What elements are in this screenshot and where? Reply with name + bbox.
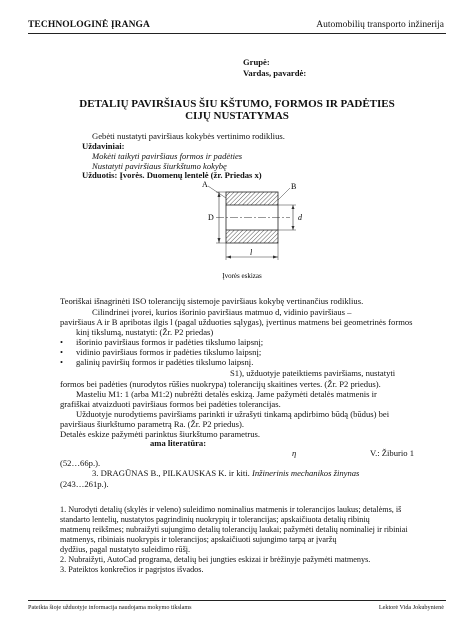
body-p5b: paviršiaus šiurkštumo parametrą Ra. (Žr. P2 priedus). <box>60 419 245 429</box>
bushing-top-wall <box>226 192 278 205</box>
bullet-text-1: išorinio paviršiaus formos ir padėties tikslumo laipsnį; <box>76 337 264 347</box>
step-1-line-b: standarto lentelių, nustatytos pagrindinių nuokrypių ir tolerancijas; apskaičiuota detalių ribinių <box>60 515 370 524</box>
task-item-2: Nustatyti paviršiaus šiurkštumo kokybę <box>92 161 227 171</box>
dim-l-label: l <box>250 248 253 257</box>
body-p3b: formos bei padėties (nurodytos rūšies nuokrypa) tolerancijų skaitines vertes. (Žr. P2 priedus). <box>60 379 381 389</box>
header-rule <box>28 33 446 34</box>
group-label: Grupė: <box>243 57 270 67</box>
literature-eta: η <box>292 448 297 458</box>
literature-3-author: 3. DRAGŪNAS B., PILKAUSKAS K. ir kiti. <box>92 468 250 478</box>
task-item-1: Mokėti taikyti paviršiaus formos ir padėties <box>92 151 243 161</box>
body-p2b: paviršiaus A ir B apribotas ilgis l (pagal užduoties sąlygas), įvertinus matmens bei geometrinės formos <box>60 317 413 327</box>
step-1-line-d: matmenys, ribiniais nuokrypis ir tolerancijos; apskaičiuoti sujungimo tarpą ar įvaržų <box>60 535 337 544</box>
body-p6: Detalės eskize pažymėti parinktus šiurkštumo parametrus. <box>60 429 260 439</box>
bullet-text-2: vidinio paviršiaus formos ir padėties tikslumo laipsnį; <box>76 347 262 357</box>
header-right-title: Automobilių transporto inžinerija <box>316 20 444 30</box>
tasks-heading: Uždaviniai: <box>82 141 125 151</box>
body-p1: Teoriškai išnagrinėti ISO tolerancijų sistemoje paviršiaus kokybę vertinančius rodiklius. <box>60 296 364 306</box>
doc-title-line2: CIJŲ NUSTATYMAS <box>185 110 289 122</box>
footer-left-note: Pateikta šioje užduotyje informacija naudojama mokymo tikslams <box>28 604 192 611</box>
task-label: Užduotis: <box>82 170 118 180</box>
header-left-title: TECHNOLOGINĖ ĮRANGA <box>28 20 150 30</box>
step-1-line-e: dydžius, pagal nustatyto suleidimo rūšį. <box>60 545 191 554</box>
body-p5a: Užduotyje nurodytiems paviršiams parinkti ir užrašyti tinkamą apdirbimo būdą (būdus) bei <box>76 409 390 419</box>
body-p4a: Masteliu M1: 1 (arba M1:2) nubrėžti detalės eskizą. Jame pažymėti detalės matmenis ir <box>76 389 377 399</box>
step-1-line-c: matmenų reikšmes; nubraižyti sujungimo detalių tolerancijų laukai; pažymėti detalių nominaliej ir ribiniai <box>60 525 408 534</box>
body-p3a: S1), užduotyje pateiktiems paviršiams, nustatyti <box>230 368 396 378</box>
bullet-text-3: galinių paviršių formos ir padėties tikslumo laipsnį. <box>76 357 254 367</box>
bushing-sketch <box>180 178 310 286</box>
step-3: 3. Pateiktos konkrečios ir pagrįstos išvados. <box>60 565 204 574</box>
figure-caption: Įvorės eskizas <box>222 272 262 280</box>
step-2: 2. Nubraižyti, AutoCad programa, detalių bei jungties eskizai ir brėžinyje pažymėti matmenys. <box>60 555 371 564</box>
body-p2a: Cilindrinei įvorei, kurios išorinio paviršiaus matmuo d, vidinio paviršiaus – <box>92 307 352 317</box>
task-text: Įvorės. Duomenų lentelė (žr. Priedas x) <box>119 170 262 180</box>
literature-heading: ama literatūra: <box>150 438 207 448</box>
body-p4b: grafiškai atvaizduoti paviršiaus formos bei padėties tolerancijas. <box>60 399 281 409</box>
dim-d-label: d <box>298 213 302 222</box>
name-label: Vardas, pavardė: <box>243 68 307 78</box>
literature-publisher: V.: Žiburio 1 <box>370 448 415 458</box>
footer-right-lecturer: Lektorė Vida Jokubynienė <box>378 604 444 611</box>
step-1-line-a: 1. Nurodyti detalių (skylės ir veleno) suleidimo nominalius matmenis ir tolerancijos laukus; detalėms, iš <box>60 505 402 514</box>
literature-3-pages: (243…261p.). <box>60 479 109 489</box>
footer-rule <box>28 600 446 601</box>
bullet-item: • išorinio paviršiaus formos ir padėties tikslumo laipsnį; <box>60 337 264 347</box>
body-p2c: kinį tikslumą, nustatyti: (Žr. P2 priedas) <box>76 327 214 337</box>
surface-B-label: B <box>291 182 297 191</box>
dim-D-label: D <box>208 213 214 222</box>
bushing-bottom-wall <box>226 230 278 243</box>
surface-A-label: A <box>202 180 208 189</box>
literature-pages-1: (52…66p.). <box>60 458 101 468</box>
doc-title-line1: DETALIŲ PAVIRŠIAUS ŠIU KŠTUMO, FORMOS IR PADĖTIES <box>79 98 395 110</box>
bullet-item: • vidinio paviršiaus formos ir padėties tikslumo laipsnį; <box>60 347 262 357</box>
intro-text: Gebėti nustatyti paviršiaus kokybės vertinimo rodiklius. <box>92 131 285 141</box>
bullet-item: • galinių paviršių formos ir padėties tikslumo laipsnį. <box>60 357 254 367</box>
literature-3-title: Inžinerinis mechanikos žinynas <box>251 468 360 478</box>
